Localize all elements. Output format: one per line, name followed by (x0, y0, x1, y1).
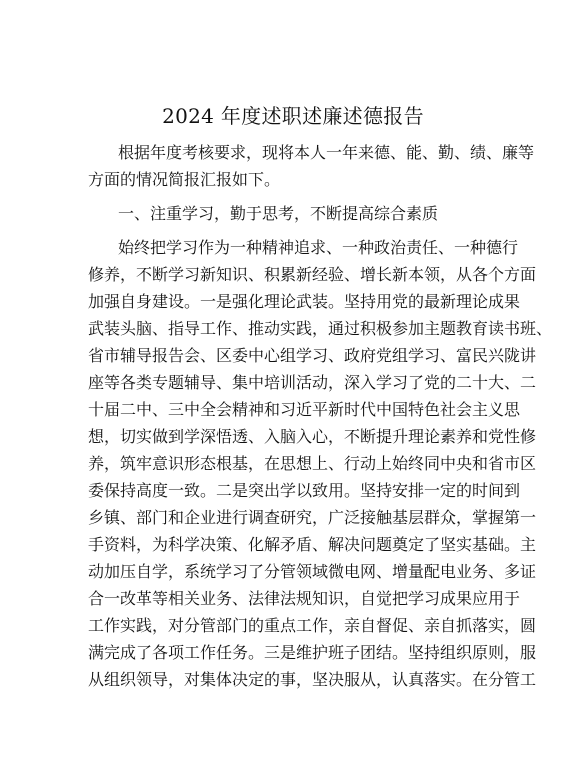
paragraph-line: 手资料，为科学决策、化解矛盾、解决问题奠定了坚实基础。主 (88, 535, 537, 554)
paragraph-line: 武装头脑、指导工作、推动实践，通过积极参加主题教育读书班、 (88, 319, 553, 338)
paragraph-line: 十届二中、三中全会精神和习近平新时代中国特色社会主义思 (88, 400, 521, 419)
paragraph-line: 乡镇、部门和企业进行调查研究，广泛接触基层群众，掌握第一 (88, 508, 537, 527)
paragraph-line: 从组织领导，对集体决定的事，坚决服从，认真落实。在分管工 (88, 670, 537, 689)
paragraph-line: 座等各类专题辅导、集中培训活动，深入学习了党的二十大、二 (88, 373, 537, 392)
paragraph-line: 想，切实做到学深悟透、入脑入心，不断提升理论素养和党性修 (88, 427, 537, 446)
paragraph-line: 养，筑牢意识形态根基，在思想上、行动上始终同中央和省市区 (88, 454, 537, 473)
paragraph-line: 省市辅导报告会、区委中心组学习、政府党组学习、富民兴陇讲 (88, 346, 537, 365)
paragraph-line: 满完成了各项工作任务。三是维护班子团结。坚持组织原则，服 (88, 643, 537, 662)
paragraph-line: 动加压自学，系统学习了分管领域微电网、增量配电业务、多证 (88, 562, 537, 581)
paragraph-line: 根据年度考核要求，现将本人一年来德、能、勤、绩、廉等 (118, 143, 535, 162)
document-title: 2024 年度述职述廉述德报告 (162, 104, 424, 128)
paragraph-line: 合一改革等相关业务、法律法规知识，自觉把学习成果应用于 (88, 589, 521, 608)
paragraph-line: 修养，不断学习新知识、积累新经验、增长新本领，从各个方面 (88, 265, 537, 284)
paragraph-line: 工作实践，对分管部门的重点工作，亲自督促、亲自抓落实，圆 (88, 616, 537, 635)
paragraph-line: 加强自身建设。一是强化理论武装。坚持用党的最新理论成果 (88, 292, 521, 311)
paragraph-line: 始终把学习作为一种精神追求、一种政治责任、一种德行 (118, 238, 519, 257)
paragraph-line: 委保持高度一致。二是突出学以致用。坚持安排一定的时间到 (88, 481, 521, 500)
section-heading: 一、注重学习，勤于思考，不断提高综合素质 (118, 204, 439, 223)
paragraph-line: 方面的情况简报汇报如下。 (88, 170, 281, 189)
